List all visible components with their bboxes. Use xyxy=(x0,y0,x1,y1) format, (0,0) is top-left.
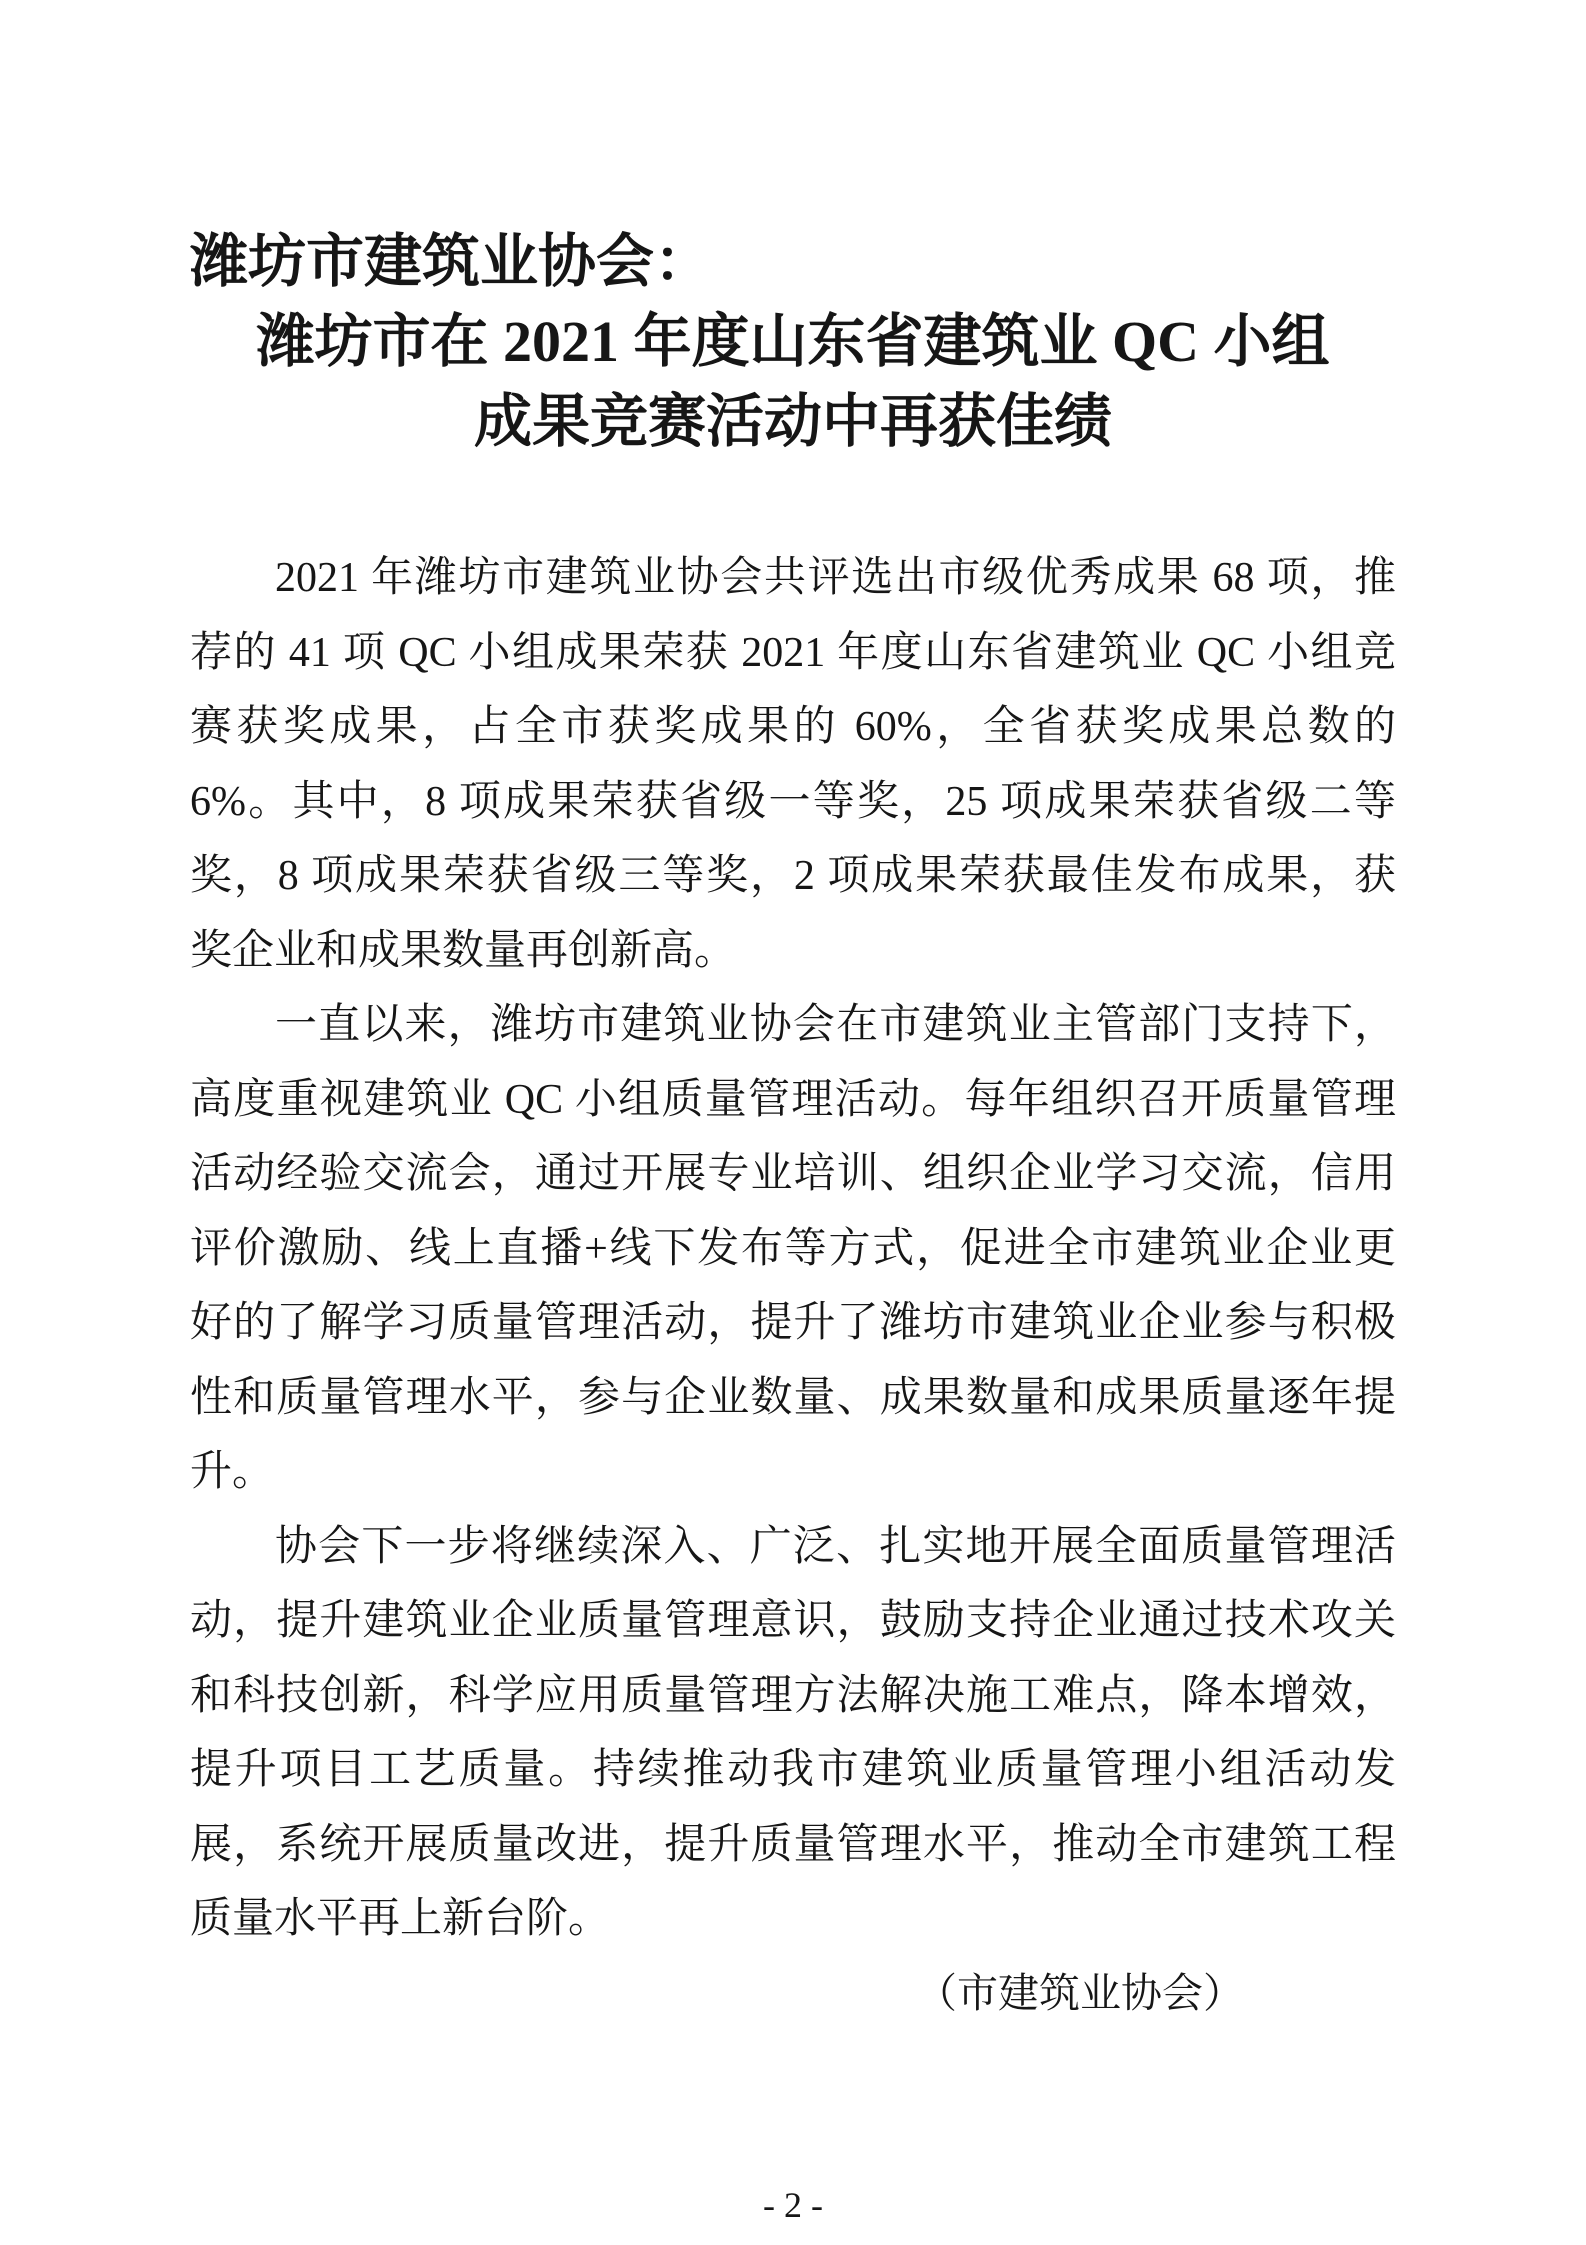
text-line: 荐的 41 项 QC 小组成果荣获 2021 年度山东省建筑业 QC 小组竞 xyxy=(190,629,1396,676)
text-line: 协会下一步将继续深入、广泛、扎实地开展全面质量管理活 xyxy=(275,1523,1396,1570)
text-line: 6%。其中，8 项成果荣获省级一等奖，25 项成果荣获省级二等 xyxy=(190,778,1396,825)
text-line: 2021 年潍坊市建筑业协会共评选出市级优秀成果 68 项，推 xyxy=(275,555,1396,601)
text-line: 升。 xyxy=(190,1449,275,1495)
article-title xyxy=(190,222,1396,462)
text-line: 赛获奖成果，占全市获奖成果的 60%，全省获奖成果总数的 xyxy=(190,704,1396,750)
paragraph-1 xyxy=(190,541,1396,988)
text-line: 和科技创新，科学应用质量管理方法解决施工难点，降本增效， xyxy=(190,1672,1396,1719)
title-source-line: 潍坊市建筑业协会： xyxy=(190,229,713,294)
page-number: - 2 - xyxy=(763,2185,823,2225)
text-line: 展，系统开展质量改进，提升质量管理水平，推动全市建筑工程 xyxy=(190,1821,1396,1868)
paragraph-2 xyxy=(190,988,1396,1510)
text-line: 奖，8 项成果荣获省级三等奖，2 项成果荣获最佳发布成果，获 xyxy=(190,853,1396,899)
text-line: 高度重视建筑业 QC 小组质量管理活动。每年组织召开质量管理 xyxy=(190,1076,1396,1123)
article-body xyxy=(190,541,1396,1957)
text-line: 动，提升建筑业企业质量管理意识，鼓励支持企业通过技术攻关 xyxy=(190,1598,1396,1644)
text-line: 奖企业和成果数量再创新高。 xyxy=(190,927,737,974)
title-headline-line-1: 潍坊市在 2021 年度山东省建筑业 QC 小组 xyxy=(256,309,1330,374)
text-line: 一直以来，潍坊市建筑业协会在市建筑业主管部门支持下， xyxy=(275,1002,1396,1048)
paragraph-3 xyxy=(190,1510,1396,1957)
title-headline-line-2: 成果竞赛活动中再获佳绩 xyxy=(473,389,1112,454)
text-line: 提升项目工艺质量。持续推动我市建筑业质量管理小组活动发 xyxy=(190,1747,1396,1793)
text-line: 性和质量管理水平，参与企业数量、成果数量和成果质量逐年提 xyxy=(190,1374,1396,1421)
text-line: 好的了解学习质量管理活动，提升了潍坊市建筑业企业参与积极 xyxy=(190,1300,1396,1346)
text-line: 活动经验交流会，通过开展专业培训、组织企业学习交流，信用 xyxy=(190,1151,1396,1197)
text-line: 质量水平再上新台阶。 xyxy=(190,1896,611,1942)
author-signature: （市建筑业协会） xyxy=(916,1970,1244,2016)
text-line: 评价激励、线上直播+线下发布等方式，促进全市建筑业企业更 xyxy=(190,1225,1396,1272)
